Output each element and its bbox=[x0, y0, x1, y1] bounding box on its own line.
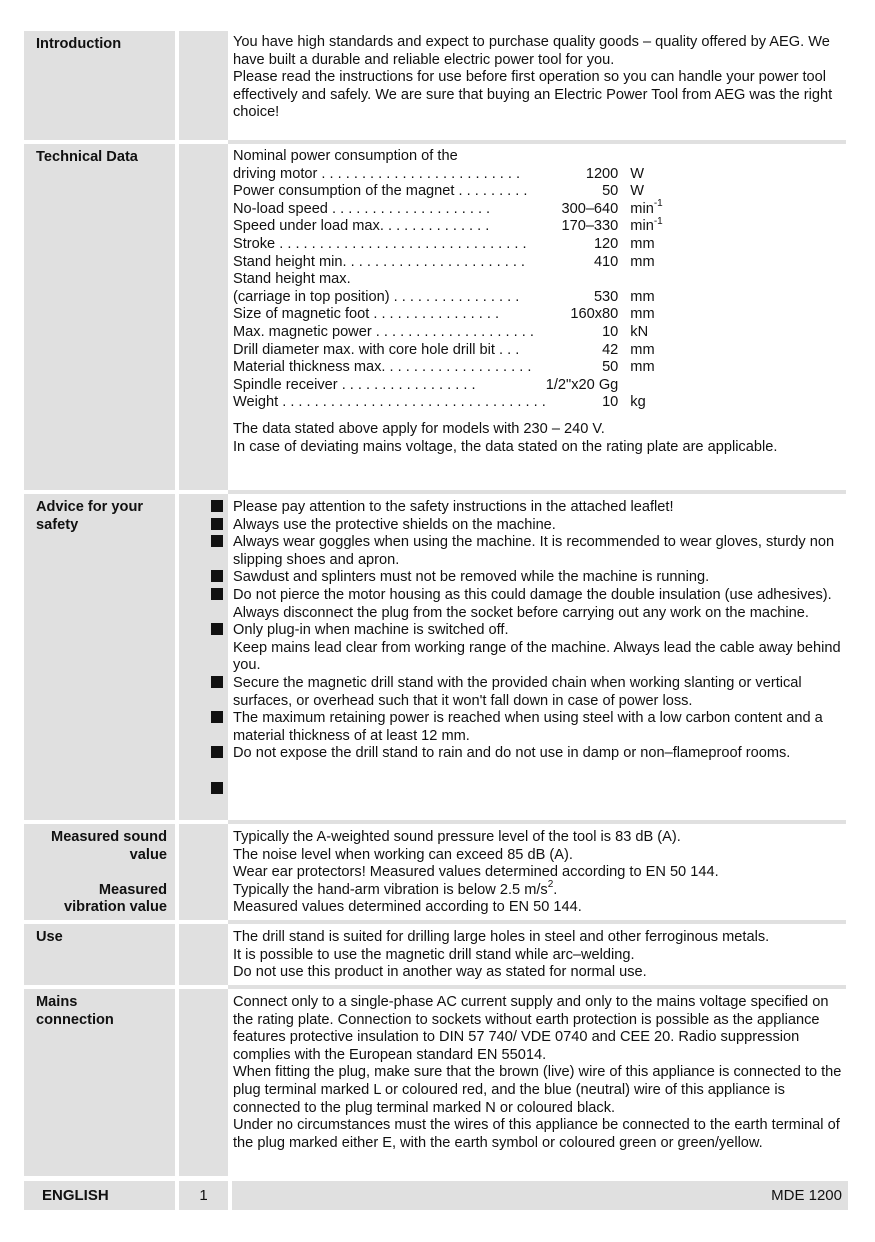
divider bbox=[228, 490, 846, 494]
section-label: Use bbox=[24, 924, 175, 985]
paragraph: Measured values determined according to EN 50 144. bbox=[233, 899, 582, 916]
paragraph: Connect only to a single-phase AC current supply and only to the mains voltage specified on the rating plate. Connection to sockets without earth protection is possible as the appliance features protective insulation to DIN 57 740/ VDE 0740 and CEE 20. Radio suppression complies with the European standard EN 55014. bbox=[233, 994, 829, 1063]
paragraph: The drill stand is suited for drilling large holes in steel and other ferroginous metals. bbox=[233, 929, 770, 945]
section-technical-data bbox=[0, 140, 875, 490]
page-footer bbox=[0, 1181, 875, 1210]
spec-row: Stroke . . . . . . . . . . . . . . . . . . . . . . . . . . . . . . . 120 mm bbox=[233, 235, 655, 252]
safety-item: Do not expose the drill stand to rain and do not use in damp or non–flameproof rooms. bbox=[233, 745, 791, 762]
safety-item: Please pay attention to the safety instructions in the attached leaflet! bbox=[233, 499, 674, 515]
bullet-icon bbox=[211, 746, 223, 758]
bullet-icon bbox=[211, 588, 223, 600]
section-label: Measured sound bbox=[51, 829, 167, 845]
divider bbox=[228, 140, 846, 144]
spec-row: Weight . . . . . . . . . . . . . . . . . . . . . . . . . . . . . . . . . 10 kg bbox=[233, 394, 646, 411]
divider bbox=[228, 920, 846, 924]
paragraph: Typically the hand-arm vibration is below 2.5 $m/s^2$. bbox=[233, 878, 558, 898]
bullet-icon bbox=[211, 676, 223, 688]
section-label: vibration value bbox=[64, 899, 167, 916]
safety-item: Keep mains lead clear from working range of the machine. Always lead the cable away behind you. bbox=[233, 639, 841, 674]
spec-row: Max. magnetic power . . . . . . . . . . . . . . . . . . . . 10 kN bbox=[233, 323, 649, 340]
spec-row: Drill diameter max. with core hole drill bit . . . 42 mm bbox=[233, 341, 655, 358]
paragraph: Typically the A-weighted sound pressure level of the tool is 83 dB (A). bbox=[233, 829, 681, 845]
bullet-icon bbox=[211, 535, 223, 547]
bullet-icon bbox=[211, 518, 223, 530]
section-label: Technical Data bbox=[24, 144, 175, 490]
paragraph: When fitting the plug, make sure that the brown (live) wire of this appliance is connected to the plug terminal marked L or coloured red, and the blue (neutral) wire of this appliance is connected to the plug terminal marked N or coloured black. bbox=[233, 1064, 842, 1116]
safety-item: Sawdust and splinters must not be removed while the machine is running. bbox=[233, 569, 710, 586]
paragraph: In case of deviating mains voltage, the data stated on the rating plate are applicable. bbox=[233, 438, 778, 455]
paragraph: Please read the instructions for use before first operation so you can handle your power tool effectively and safely. We are sure that buying an Electric Power Tool from AEG was the right choice! bbox=[233, 69, 833, 121]
footer-model: MDE 1200 bbox=[232, 1181, 848, 1210]
spec-row: (carriage in top position) . . . . . . . . . . . . . . . . 530 mm bbox=[233, 288, 655, 305]
technical-data-table: Nominal power consumption of the driving motor . . . . . . . . . . . . . . . . . . . . . . . . . 1200 W Power consumption of the magnet . . . . . . . . . 50 W No-load speed . . . . . . . . . . . . . . . . . . . . 300–640 $\min^{-1}$ Speed under load max. . . . . . . . . . . . . . 170–330 $\min^{-1}$ Stroke . . . . . . . . . . . . . . . . . . . . . . . . . . . . . . . 120 mm Stand height min. . . . . . . . . . . . . . . . . . . . . . . 410 mm Stand height max. (carriage in top position) . . . . . . . . . . . . . . . . 530 mm Size of magnetic foot . . . . . . . . . . . . . . . . 160x80 mm Max. magnetic power . . . . . . . . . . . . . . . . . . . . 10 kN Drill diameter max. with core hole drill bit . . . 42 mm Material thickness max. . . . . . . . . . . . . . . . . . . 50 mm Spindle receiver . . . . . . . . . . . . . . . . . 1/2"x20 Gg Weight . . . . . . . . . . . . . . . . . . . . . . . . . . . . . . . . . 10 kg bbox=[233, 148, 663, 411]
section-label: Advice for your safety bbox=[24, 494, 175, 820]
spec-row: Spindle receiver . . . . . . . . . . . . . . . . . 1/2"x20 Gg bbox=[233, 376, 619, 393]
spec-row: Material thickness max. . . . . . . . . . . . . . . . . . . 50 mm bbox=[233, 359, 655, 376]
paragraph: Under no circumstances must the wires of this appliance be connected to the earth terminal of the plug marked either E, with the earth symbol or coloured green or green/yellow. bbox=[233, 1117, 840, 1151]
paragraph: Do not use this product in another way as stated for normal use. bbox=[233, 964, 647, 981]
paragraph: The noise level when working can exceed 85 dB (A). bbox=[233, 846, 573, 863]
paragraph: The data stated above apply for models with 230 – 240 V. bbox=[233, 420, 605, 437]
section-label: Measured bbox=[98, 881, 167, 898]
bullet-icon bbox=[211, 570, 223, 582]
bullet-icon bbox=[211, 623, 223, 635]
section-introduction bbox=[0, 31, 875, 140]
safety-item: Only plug-in when machine is switched off. bbox=[233, 622, 509, 639]
bullet-icon bbox=[211, 711, 223, 723]
spec-row: Power consumption of the magnet . . . . . . . . . 50 W bbox=[233, 183, 645, 200]
bullet-icon bbox=[211, 782, 223, 794]
paragraph: It is possible to use the magnetic drill stand while arc–welding. bbox=[233, 946, 635, 963]
safety-item: Secure the magnetic drill stand with the provided chain when working slanting or vertical surfaces, or overhead such that it won't fall down in case of power loss. bbox=[233, 674, 802, 709]
safety-item: Always wear goggles when using the machine. It is recommended to wear gloves, sturdy non slipping shoes and apron. bbox=[233, 534, 835, 568]
paragraph: Wear ear protectors! Measured values determined according to EN 50 144. bbox=[233, 864, 719, 881]
bullet-icon bbox=[211, 500, 223, 512]
spec-row: Speed under load max. . . . . . . . . . . . . . 170–330 $\min^{-1}$ bbox=[233, 215, 663, 235]
spec-row: Size of magnetic foot . . . . . . . . . . . . . . . . 160x80 mm bbox=[233, 306, 655, 323]
section-mains-connection bbox=[0, 985, 875, 1176]
section-safety bbox=[0, 490, 875, 820]
spec-row: No-load speed . . . . . . . . . . . . . . . . . . . . 300–640 $\min^{-1}$ bbox=[233, 197, 663, 217]
section-label: Introduction bbox=[24, 31, 175, 140]
footer-language: ENGLISH bbox=[24, 1181, 175, 1210]
safety-item: The maximum retaining power is reached when using steel with a low carbon content and a material thickness of at least 12 mm. bbox=[233, 710, 823, 744]
divider bbox=[228, 985, 846, 989]
safety-item: Do not pierce the motor housing as this could damage the double insulation (use adhesives). bbox=[233, 586, 832, 603]
section-measured-values bbox=[0, 820, 875, 920]
page-number: 1 bbox=[179, 1181, 228, 1210]
divider bbox=[228, 820, 846, 824]
spec-row: Stand height min. . . . . . . . . . . . . . . . . . . . . . . 410 mm bbox=[233, 253, 655, 270]
spec-row: driving motor . . . . . . . . . . . . . . . . . . . . . . . . . 1200 W bbox=[233, 165, 645, 182]
section-label: value bbox=[129, 846, 167, 863]
section-use bbox=[0, 920, 875, 985]
safety-item: Always disconnect the plug from the socket before carrying out any work on the machine. bbox=[233, 604, 809, 621]
paragraph: You have high standards and expect to purchase quality goods – quality offered by AEG. We have built a durable and reliable electric power tool for you. bbox=[233, 34, 830, 68]
safety-item: Always use the protective shields on the machine. bbox=[233, 516, 556, 533]
section-label: Mains connection bbox=[24, 989, 134, 1176]
